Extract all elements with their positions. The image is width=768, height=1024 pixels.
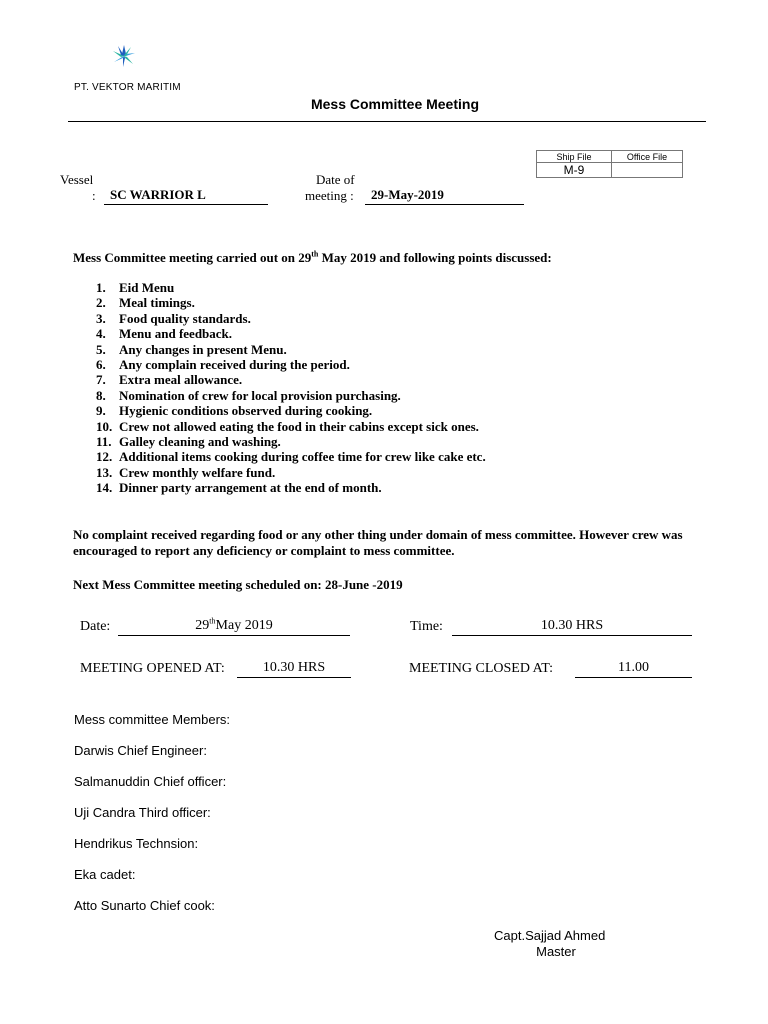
- form-time-value: 10.30 HRS: [452, 618, 692, 636]
- meeting-date-value: 29-May-2019: [365, 187, 524, 205]
- star-burst-logo-icon: [108, 44, 140, 68]
- list-item: [96, 388, 486, 403]
- signatory-role: Master: [536, 944, 576, 959]
- list-item-number: 11.: [96, 433, 112, 449]
- list-item-number: 10.: [96, 418, 113, 434]
- list-item-text: Nomination of crew for local provision purchasing.: [119, 387, 401, 403]
- signatory-name: Capt.Sajjad Ahmed: [494, 928, 606, 943]
- ship-file-value: M-9: [537, 163, 612, 178]
- meeting-label: meeting :: [305, 188, 354, 203]
- list-item: [96, 480, 486, 495]
- member-item: Atto Sunarto Chief cook:: [74, 898, 215, 913]
- list-item-text: Menu and feedback.: [119, 326, 233, 342]
- list-item-text: Meal timings.: [119, 295, 195, 311]
- list-item: [96, 419, 486, 434]
- list-item-number: 6.: [96, 356, 106, 372]
- intro-ordinal-suffix: th: [311, 249, 319, 259]
- list-item-number: 4.: [96, 326, 106, 342]
- member-item: Darwis Chief Engineer:: [74, 743, 207, 758]
- list-item-text: Extra meal allowance.: [119, 372, 243, 388]
- list-item-number: 7.: [96, 372, 106, 388]
- vessel-colon: :: [92, 188, 96, 203]
- vessel-value: SC WARRIOR L: [104, 187, 268, 205]
- intro-text-after: May 2019 and following points discussed:: [318, 250, 552, 265]
- signatory-block: [494, 928, 618, 960]
- vessel-label: Vessel: [60, 172, 94, 187]
- list-item-number: 3.: [96, 310, 106, 326]
- list-item: [96, 311, 486, 326]
- form-date-value: [118, 618, 350, 636]
- meeting-closed-label: MEETING CLOSED AT:: [409, 661, 553, 676]
- list-item-text: Dinner party arrangement at the end of month.: [119, 480, 382, 496]
- discussion-points-list: [96, 280, 486, 495]
- list-item-text: Food quality standards.: [119, 310, 251, 326]
- summary-paragraph: No complaint received regarding food or any other thing under domain of mess committee. However crew was encouraged to report any deficiency or complaint to mess committee.: [73, 527, 683, 558]
- company-name: PT. VEKTOR MARITIM: [74, 82, 181, 93]
- list-item-text: Eid Menu: [119, 280, 175, 295]
- list-item-number: 13.: [96, 464, 113, 480]
- list-item-number: 8.: [96, 387, 106, 403]
- list-item-text: Hygienic conditions observed during cooking.: [119, 403, 373, 419]
- office-file-value: [612, 163, 683, 178]
- list-item-number: 14.: [96, 480, 113, 496]
- form-date-ordinal: th: [209, 616, 216, 626]
- member-item: Eka cadet:: [74, 867, 136, 882]
- date-of-label: Date of: [316, 172, 355, 187]
- list-item-text: Any complain received during the period.: [119, 356, 350, 372]
- list-item-number: 9.: [96, 403, 106, 419]
- member-item: Hendrikus Technsion:: [74, 836, 199, 851]
- list-item: [96, 372, 486, 387]
- list-item: [96, 342, 486, 357]
- list-item: [96, 449, 486, 464]
- members-heading: Mess committee Members:: [74, 712, 231, 727]
- list-item-number: 1.: [96, 280, 106, 295]
- list-item-text: Crew monthly welfare fund.: [119, 464, 276, 480]
- list-item-text: Galley cleaning and washing.: [119, 433, 281, 449]
- intro-paragraph: [73, 250, 552, 266]
- intro-text-before: Mess Committee meeting carried out on 29: [73, 250, 312, 265]
- list-item: [96, 295, 486, 310]
- list-item-text: Additional items cooking during coffee time for crew like cake etc.: [119, 449, 486, 465]
- list-item-number: 5.: [96, 341, 106, 357]
- meeting-closed-value: 11.00: [575, 660, 692, 678]
- document-title: Mess Committee Meeting: [310, 96, 480, 112]
- list-item: [96, 357, 486, 372]
- list-item: [96, 326, 486, 341]
- member-item: Uji Candra Third officer:: [74, 805, 211, 820]
- form-time-label: Time:: [410, 619, 443, 634]
- list-item: [96, 434, 486, 449]
- file-reference-table: [536, 150, 683, 178]
- list-item-text: Crew not allowed eating the food in their cabins except sick ones.: [119, 418, 479, 434]
- form-date-rest: May 2019: [215, 618, 273, 633]
- next-meeting-line: Next Mess Committee meeting scheduled on: 28-June -2019: [73, 577, 403, 592]
- meeting-opened-label: MEETING OPENED AT:: [80, 661, 225, 676]
- member-item: Salmanuddin Chief officer:: [74, 774, 227, 789]
- form-date-day: 29: [195, 618, 210, 633]
- meeting-opened-value: 10.30 HRS: [237, 660, 351, 678]
- list-item-text: Any changes in present Menu.: [119, 341, 287, 357]
- title-divider: [68, 121, 706, 122]
- list-item: [96, 280, 486, 295]
- form-date-label: Date:: [80, 619, 111, 634]
- list-item: [96, 403, 486, 418]
- list-item-number: 2.: [96, 295, 106, 311]
- list-item: [96, 465, 486, 480]
- members-list: [74, 743, 226, 929]
- ship-file-label: Ship File: [537, 151, 612, 163]
- list-item-number: 12.: [96, 449, 113, 465]
- office-file-label: Office File: [612, 151, 683, 163]
